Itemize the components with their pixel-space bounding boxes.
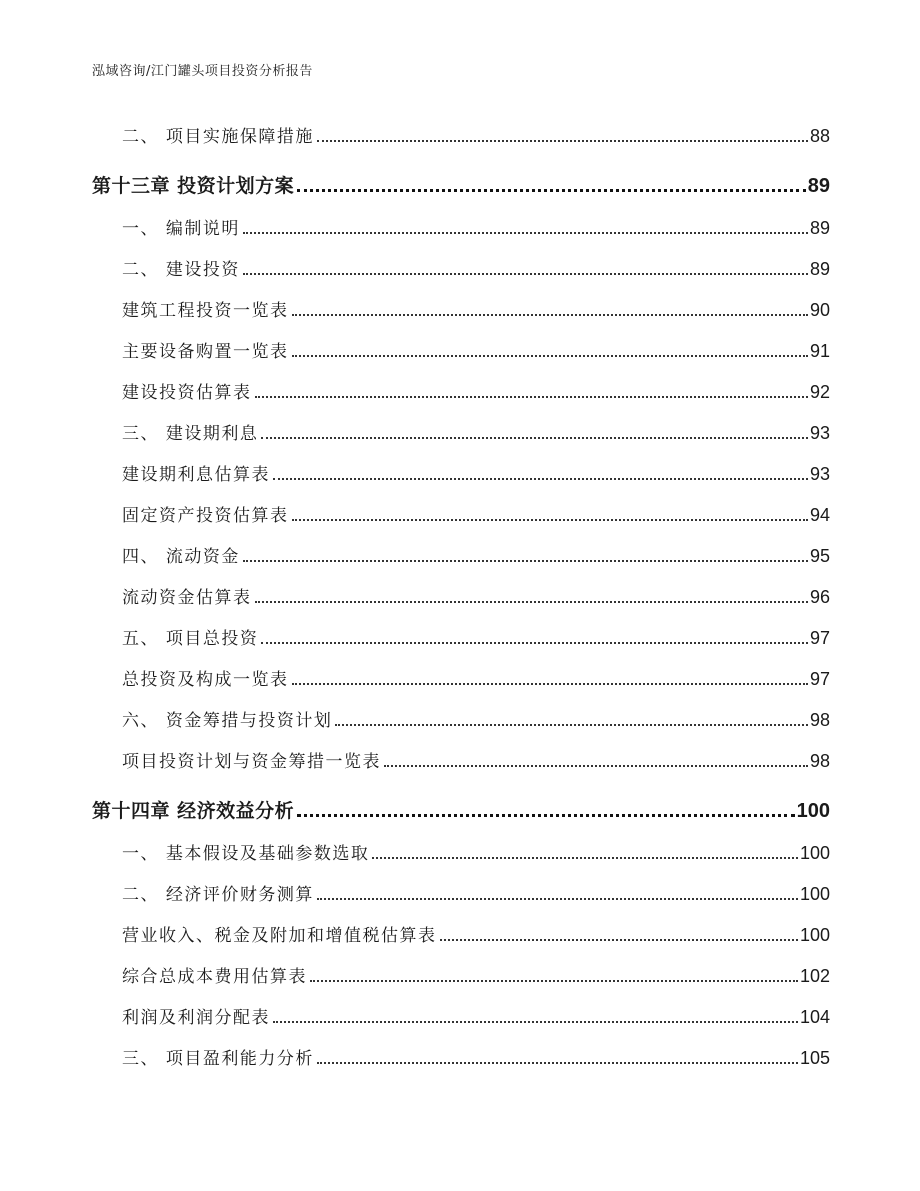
toc-page-number: 104 [799,1007,830,1027]
toc-dot-leader [243,560,808,562]
toc-page-number: 105 [799,1048,830,1068]
toc-entry[interactable] [92,995,830,1036]
toc-dot-leader [297,189,806,192]
toc-page-number: 100 [799,843,830,863]
toc-entry-label: 固定资产投资估算表 [122,506,289,526]
toc-dot-leader [261,642,808,644]
toc-entry-label: 三、 建设期利息 [122,424,259,444]
toc-entry[interactable] [92,739,830,780]
toc-entry-label: 建筑工程投资一览表 [122,301,289,321]
toc-page-number: 92 [809,382,830,402]
toc-page-number: 91 [809,341,830,361]
toc-page-number: 100 [799,925,830,945]
toc-page-number: 89 [809,218,830,238]
toc-page-number: 94 [809,505,830,525]
toc-page-number: 100 [799,884,830,904]
toc-entry-label: 四、 流动资金 [122,547,240,567]
toc-page-number: 98 [809,751,830,771]
toc-entry-label: 三、 项目盈利能力分析 [122,1049,314,1069]
toc-dot-leader [372,857,798,859]
toc-entry[interactable] [92,616,830,657]
toc-page-number: 93 [809,464,830,484]
toc-entry[interactable] [92,575,830,616]
toc-dot-leader [292,683,808,685]
toc-entry-label: 二、 建设投资 [122,260,240,280]
toc-entry[interactable] [92,329,830,370]
toc-entry[interactable] [92,1036,830,1077]
table-of-contents [92,114,830,1077]
toc-page-number: 89 [807,175,830,197]
toc-dot-leader [297,814,795,817]
toc-entry-label: 一、 编制说明 [122,219,240,239]
toc-page-number: 100 [796,800,830,822]
toc-dot-leader [317,1062,798,1064]
toc-page-number: 97 [809,669,830,689]
toc-dot-leader [292,519,808,521]
toc-entry-label: 第十四章 经济效益分析 [92,800,295,822]
toc-page-number: 90 [809,300,830,320]
toc-entry[interactable] [92,247,830,288]
toc-entry-label: 主要设备购置一览表 [122,342,289,362]
toc-dot-leader [243,273,808,275]
toc-entry[interactable] [92,657,830,698]
toc-entry[interactable] [92,114,830,155]
toc-entry[interactable] [92,954,830,995]
toc-entry[interactable] [92,913,830,954]
toc-entry[interactable] [92,288,830,329]
toc-entry-label: 综合总成本费用估算表 [122,967,307,987]
toc-entry-label: 二、 项目实施保障措施 [122,127,314,147]
toc-entry[interactable] [92,534,830,575]
toc-entry-label: 营业收入、税金及附加和增值税估算表 [122,926,437,946]
toc-chapter-entry[interactable] [92,780,830,831]
toc-dot-leader [261,437,808,439]
toc-entry[interactable] [92,698,830,739]
toc-entry[interactable] [92,206,830,247]
toc-dot-leader [255,396,808,398]
toc-dot-leader [317,140,808,142]
toc-entry-label: 一、 基本假设及基础参数选取 [122,844,370,864]
toc-entry-label: 总投资及构成一览表 [122,670,289,690]
toc-entry[interactable] [92,452,830,493]
toc-dot-leader [310,980,798,982]
toc-entry[interactable] [92,831,830,872]
toc-entry-label: 第十三章 投资计划方案 [92,175,295,197]
toc-page-number: 102 [799,966,830,986]
toc-dot-leader [384,765,808,767]
toc-entry-label: 建设投资估算表 [122,383,252,403]
toc-page-number: 93 [809,423,830,443]
toc-dot-leader [335,724,808,726]
toc-page-number: 89 [809,259,830,279]
toc-entry-label: 利润及利润分配表 [122,1008,270,1028]
toc-page-number: 97 [809,628,830,648]
toc-entry[interactable] [92,370,830,411]
toc-dot-leader [440,939,798,941]
page-header: 泓域咨询/江门罐头项目投资分析报告 [92,64,313,79]
toc-entry-label: 建设期利息估算表 [122,465,270,485]
toc-entry-label: 项目投资计划与资金筹措一览表 [122,752,381,772]
toc-entry-label: 五、 项目总投资 [122,629,259,649]
toc-chapter-entry[interactable] [92,155,830,206]
toc-entry-label: 六、 资金筹措与投资计划 [122,711,333,731]
toc-page-number: 95 [809,546,830,566]
toc-dot-leader [255,601,808,603]
toc-page-number: 98 [809,710,830,730]
toc-dot-leader [273,478,808,480]
toc-dot-leader [273,1021,798,1023]
toc-entry-label: 二、 经济评价财务测算 [122,885,314,905]
toc-dot-leader [243,232,808,234]
toc-entry[interactable] [92,872,830,913]
toc-page-number: 96 [809,587,830,607]
toc-dot-leader [317,898,798,900]
toc-entry[interactable] [92,411,830,452]
toc-page-number: 88 [809,126,830,146]
toc-entry-label: 流动资金估算表 [122,588,252,608]
toc-dot-leader [292,355,808,357]
toc-dot-leader [292,314,808,316]
toc-entry[interactable] [92,493,830,534]
